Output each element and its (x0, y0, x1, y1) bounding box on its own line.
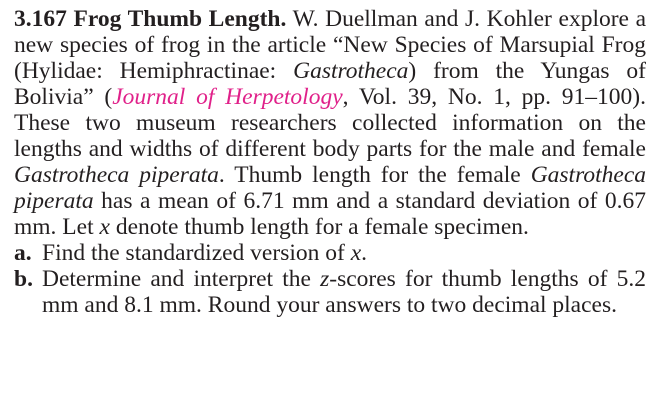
part-b-text: Determine and interpret the (42, 266, 321, 292)
statement-text-3: , Vol. 39, No. 1, pp. 91–100). These two museum researchers collected information on the lengths and widths of different body parts for the male and female (14, 84, 647, 162)
part-b-text-end: -scores for thumb lengths of 5.2 mm and 8.1 mm. Round your answers to two decimal places. (42, 266, 646, 318)
part-a-variable: x (350, 240, 362, 266)
part-b-variable: z (320, 266, 330, 292)
part-a-label: a. (14, 240, 32, 266)
part-a-text-end: . (361, 240, 368, 266)
exercise-title: Frog Thumb Length. (73, 6, 287, 32)
statement-text-1: W. Duellman and J. Kohler explore a new species of frog in the article “New Species of Marsupial Frog (Hylidae: Hemiphractinae: (14, 6, 647, 84)
species-name-2: Gastrotheca piperata (14, 162, 646, 214)
part-b-label: b. (14, 266, 33, 292)
exercise-number: 3.167 (14, 6, 67, 32)
statement-text-4: . Thumb length for the female (218, 162, 531, 188)
statement-text-5: has a mean of 6.71 mm and a standard deviation of 0.67 mm. Let (14, 188, 646, 240)
statement-text-6: denote thumb length for a female specimen. (109, 214, 529, 240)
species-name-1: Gastrotheca piperata (14, 162, 219, 188)
part-b (14, 266, 646, 318)
genus-name: Gastrotheca (293, 58, 409, 84)
exercise-parts (14, 240, 646, 318)
part-a (14, 240, 646, 266)
statement-text-2: ) from the Yungas of Bolivia” ( (14, 58, 646, 110)
variable-x: x (99, 214, 110, 240)
exercise-statement (14, 6, 646, 240)
part-a-text: Find the standardized version of (42, 240, 351, 266)
journal-link[interactable]: Journal of Herpetology (112, 84, 343, 110)
